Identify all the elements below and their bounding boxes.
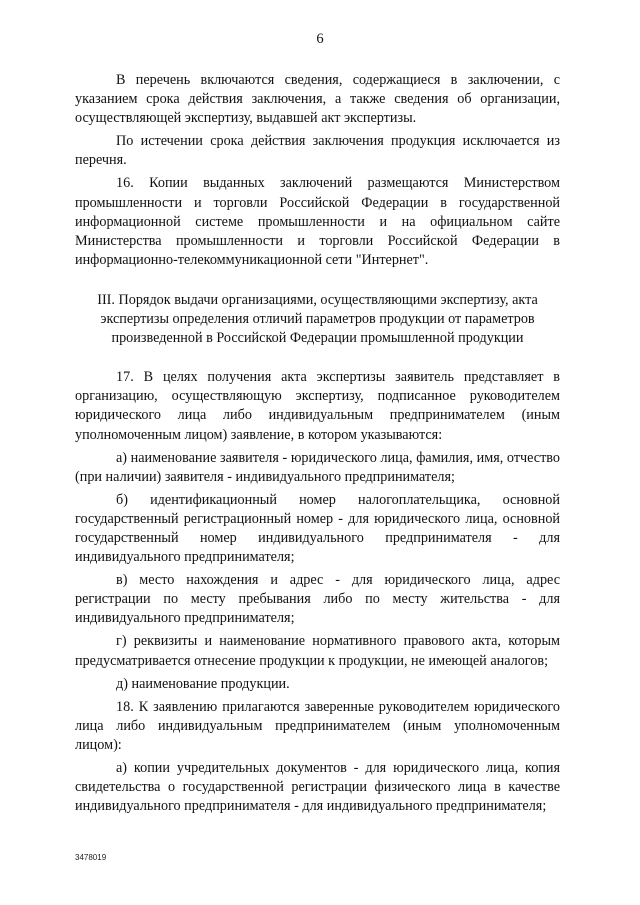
section-heading-line: III. Порядок выдачи организациями, осуществляющими экспертизу, акта bbox=[97, 291, 538, 308]
section-heading-line: экспертизы определения отличий параметров продукции от параметров bbox=[100, 311, 535, 328]
page-number: 6 bbox=[316, 31, 324, 47]
paragraph-16: 16. Копии выданных заключений размещаются Министерством промышленности и торговли Российской Федерации в государственной информационной системе промышленности и на официальном сайте Министерства промышленности и торговли Российской Федерации в информационно-телекоммуникационной сети "Интернет". bbox=[75, 175, 560, 268]
list-item-17d: г) реквизиты и наименование нормативного правового акта, которым предусматривается отнесение продукции к продукции, не имеющей аналогов; bbox=[75, 633, 560, 669]
list-item-17c: в) место нахождения и адрес - для юридического лица, адрес регистрации по месту пребывания либо по месту жительства - для индивидуального предпринимателя; bbox=[75, 572, 560, 627]
document-code: 3478019 bbox=[75, 853, 107, 862]
paragraph-18: 18. К заявлению прилагаются заверенные руководителем юридического лица либо индивидуальным предпринимателем (иным уполномоченным лицом): bbox=[75, 698, 560, 753]
list-item-17b: б) идентификационный номер налогоплательщика, основной государственный регистрационный номер - для юридического лица, основной государственный номер индивидуального предпринимателя - для индивидуального предпринимателя; bbox=[75, 491, 560, 566]
list-item-17e: д) наименование продукции. bbox=[116, 675, 290, 692]
document-body bbox=[75, 71, 560, 816]
list-item-18a: а) копии учредительных документов - для юридического лица, копия свидетельства о государственной регистрации физического лица в качестве индивидуального предпринимателя - для индивидуального предпринимателя; bbox=[75, 760, 560, 815]
section-heading-line: произведенной в Российской Федерации промышленной продукции bbox=[111, 330, 524, 347]
section-heading-iii bbox=[75, 291, 560, 348]
paragraph-list-contents: В перечень включаются сведения, содержащиеся в заключении, с указанием срока действия заключения, а также сведения об организации, осуществляющей экспертизу, выдавшей акт экспертизы. bbox=[75, 72, 560, 127]
list-item-17a: а) наименование заявителя - юридического лица, фамилия, имя, отчество (при наличии) заявителя - индивидуального предпринимателя; bbox=[75, 449, 560, 485]
paragraph-17: 17. В целях получения акта экспертизы заявитель представляет в организацию, осуществляющую экспертизу, подписанное руководителем юридического лица либо индивидуальным предпринимателем (иным уполномоченным лицом) заявление, в котором указываются: bbox=[75, 369, 560, 443]
paragraph-expiry: По истечении срока действия заключения продукция исключается из перечня. bbox=[75, 133, 560, 169]
